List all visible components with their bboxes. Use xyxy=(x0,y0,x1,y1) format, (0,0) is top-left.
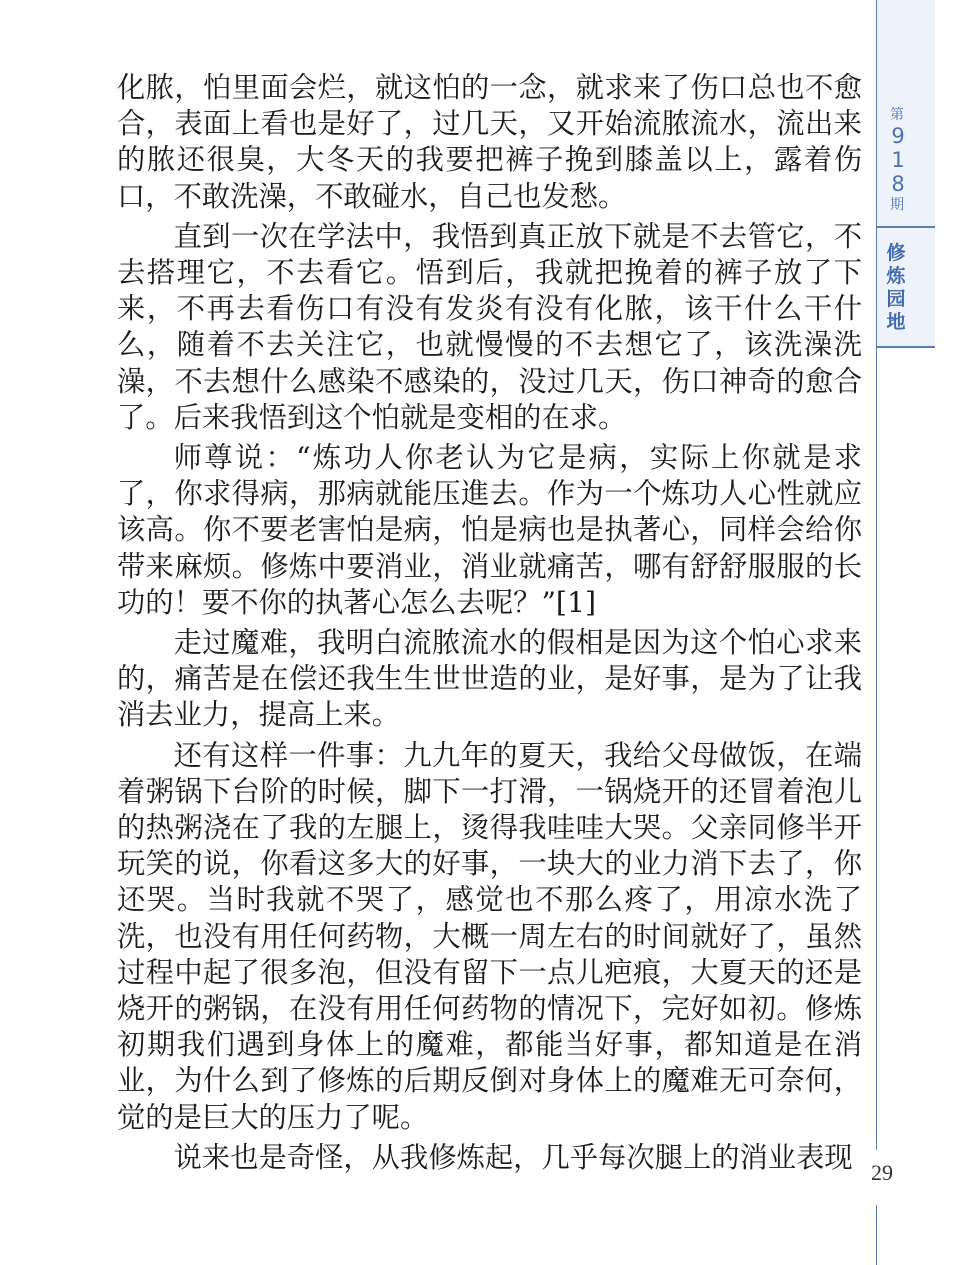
paragraph: 直到一次在学法中，我悟到真正放下就是不去管它，不去搭理它，不去看它。悟到后，我就把挽着的裤子放了下来，不再去看伤口有没有发炎有没有化脓，该干什么干什么，随着不去关注它，也就慢慢的不去想它了，该洗澡洗澡，不去想什么感染不感染的，没过几天，伤口神奇的愈合了。后来我悟到这个怕就是变相的在求。 xyxy=(117,219,862,434)
issue-digit: 9 xyxy=(891,124,905,148)
paragraph: 化脓，怕里面会烂，就这怕的一念，就求来了伤口总也不愈合，表面上看也是好了，过几天，又开始流脓流水，流出来的脓还很臭，大冬天的我要把裤子挽到膝盖以上，露着伤口，不敢洗澡，不敢碰水，自己也发愁。 xyxy=(117,71,862,213)
sidebar-divider xyxy=(877,226,935,228)
paragraph: 还有这样一件事：九九年的夏天，我给父母做饭，在端着粥锅下台阶的时候，脚下一打滑，一锅烧开的还冒着泡儿的热粥浇在了我的左腿上，烫得我哇哇大哭。父亲同修半开玩笑的说，你看这多大的好事，一块大的业力消下去了，你还哭。当时我就不哭了，感觉也不那么疼了，用凉水洗了洗，也没有用任何药物，大概一周左右的时间就好了，虽然过程中起了很多泡，但没有留下一点儿疤痕，大夏天的还是烧开的粥锅，在没有用任何药物的情况下，完好如初。修炼初期我们遇到身体上的魔难，都能当好事，都知道是在消业，为什么到了修炼的后期反倒对身体上的魔难无可奈何，觉的是巨大的压力了呢。 xyxy=(117,738,862,1134)
issue-label xyxy=(877,106,935,224)
section-char: 修 xyxy=(886,242,906,264)
issue-digit: 1 xyxy=(891,148,905,172)
section-label xyxy=(877,242,935,342)
issue-suffix: 期 xyxy=(890,197,904,213)
sidebar-rule-bottom xyxy=(876,1205,877,1265)
issue-prefix: 第 xyxy=(890,107,904,123)
issue-digit: 8 xyxy=(891,172,905,196)
section-char: 园 xyxy=(886,288,906,310)
paragraph: 说来也是奇怪，从我修炼起，几乎每次腿上的消业表现 xyxy=(173,1140,853,1174)
page-number: 29 xyxy=(871,1160,893,1185)
article-body xyxy=(117,70,862,1180)
sidebar-divider xyxy=(877,346,935,348)
section-char: 地 xyxy=(886,311,906,333)
section-char: 炼 xyxy=(886,265,906,287)
paragraph: 师尊说：“炼功人你老认为它是病，实际上你就是求了，你求得病，那病就能压進去。作为一个炼功人心性就应该高。你不要老害怕是病，怕是病也是执著心，同样会给你带来麻烦。修炼中要消业，消业就痛苦，哪有舒舒服服的长功的！要不你的执著心怎么去呢？”[1] xyxy=(117,441,862,619)
paragraph: 走过魔难，我明白流脓流水的假相是因为这个怕心求来的，痛苦是在偿还我生生世世造的业，是好事，是为了让我消去业力，提高上来。 xyxy=(117,626,862,732)
